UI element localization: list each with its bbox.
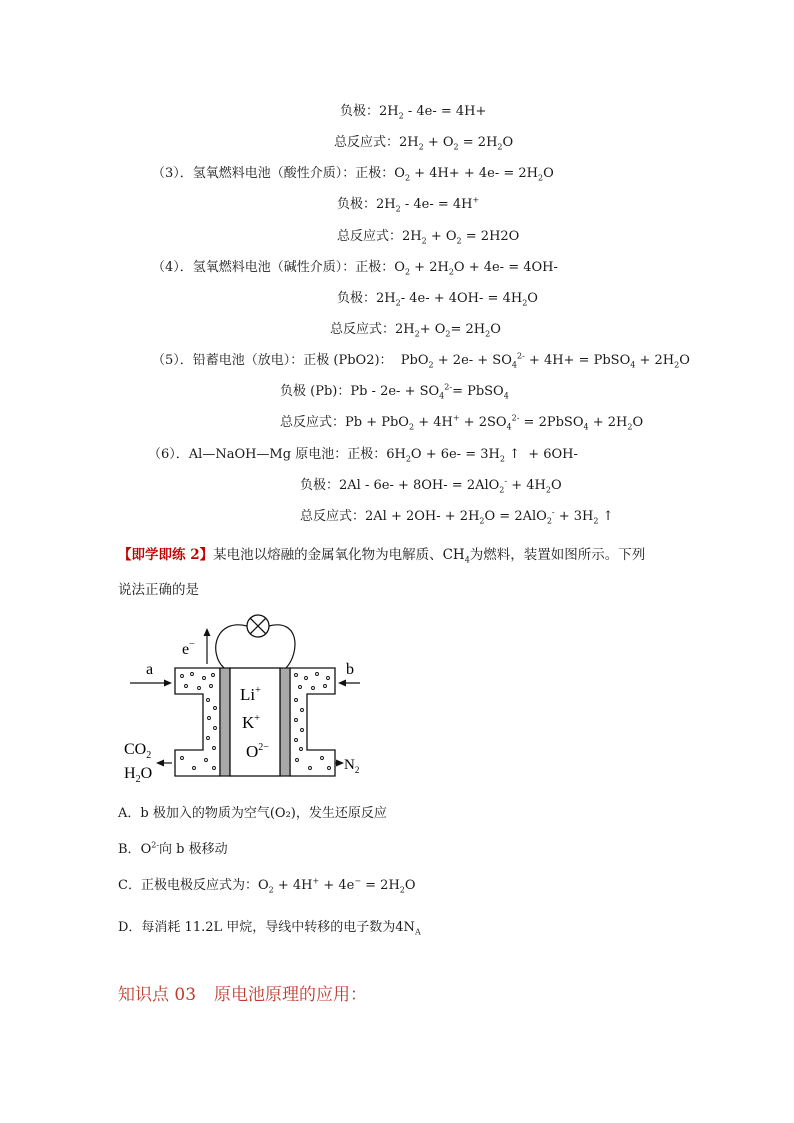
- option-d: D．每消耗 11.2L 甲烷，导线中转移的电子数为$4N_A$: [118, 920, 421, 937]
- eq-line-4: 负极：$2H_2 - 4e- = 4H^+$: [337, 195, 480, 214]
- wire-left: [216, 625, 247, 668]
- eq-line-12: （6）．Al—NaOH—Mg 原电池：正极：$6H_2O + 6e- = 3H_2$ ↑ + 6OH-: [148, 447, 578, 464]
- exercise-question-line2: 说法正确的是: [118, 582, 199, 598]
- right-chamber: [290, 668, 335, 776]
- exercise-lead: 【即学即练 2】: [118, 547, 214, 563]
- o-ion-label: $O^{2-}$: [246, 742, 269, 761]
- eq-line-14: 总反应式：$2Al + 2OH- + 2H_2O = 2AlO_2^- + 3H_2$ ↑: [300, 507, 614, 526]
- option-a: A．b 极加入的物质为空气(O₂)，发生还原反应: [118, 806, 387, 821]
- option-c: C．正极电极反应式为：$O_2 + 4H^+ + 4e^- = 2H_2O$: [118, 876, 416, 895]
- section-number: 知识点 03: [118, 985, 197, 1005]
- eq-line-3: （3）．氢氧燃料电池（酸性介质）：正极：$O_2 + 4H+ + 4e- = 2H_2O$: [152, 166, 554, 183]
- option-b: B．$O^{2-}$向 b 极移动: [118, 840, 228, 857]
- eq-line-5: 总反应式：$2H_2 + O_2 = 2H2O$: [337, 229, 520, 246]
- eq-line-8: 总反应式：$2H_2+ O_2= 2H_2O$: [330, 322, 501, 339]
- eq-line-7: 负极：$2H_2-$ $4e- + 4OH- = 4H_2O$: [337, 291, 538, 308]
- fuel-cell-diagram: [120, 608, 360, 783]
- inlet-a-label: a: [146, 661, 154, 678]
- eq-line-9: （5）．铅蓄电池（放电）：正极 (PbO2)： $PbO_2 + 2e- + SO_4^{2-} + 4H+$ = PbSO$_4$ + $2H_2O$: [152, 351, 690, 370]
- wire-right: [269, 625, 295, 668]
- right-electrode: [280, 668, 290, 776]
- inlet-b-label: b: [346, 661, 354, 678]
- n2-label: $N_2$: [344, 757, 360, 775]
- h2o-label: $H_2O$: [124, 765, 153, 783]
- eq-line-1: 负极：$2H_2 - 4e- = 4H+$: [340, 104, 487, 121]
- left-electrode: [220, 668, 230, 776]
- section-heading: [118, 980, 367, 1005]
- k-ion-label: K+: [242, 713, 260, 732]
- electron-label: e−: [182, 639, 195, 658]
- eq-line-13: 负极：$2Al - 6e- + 8OH- = 2AlO_2^- + 4H_2O$: [300, 476, 562, 495]
- eq-line-6: （4）．氢氧燃料电池（碱性介质）：正极：$O_2 + 2H_2O + 4e- = 4OH-$: [152, 260, 558, 277]
- eq-line-11: 总反应式：$Pb + PbO_2 + 4H^+ + 2SO_4^{2-}$ = 2PbSO$_4$ + $2H_2O$: [280, 413, 644, 432]
- section-title: 原电池原理的应用：: [214, 985, 368, 1005]
- exercise-question: 【即学即练 2】某电池以熔融的金属氧化物为电解质、$CH_4$为燃料，装置如图所示。下列: [118, 547, 646, 565]
- co2-label: $CO_2$: [124, 741, 152, 761]
- li-ion-label: Li+: [240, 685, 261, 704]
- eq-line-10: 负极 (Pb)：$Pb - 2e- + SO_4^{2-}=$ PbSO$_4$: [280, 382, 509, 401]
- eq-line-2: 总反应式：$2H_2 + O_2 = 2H_2O$: [334, 135, 514, 152]
